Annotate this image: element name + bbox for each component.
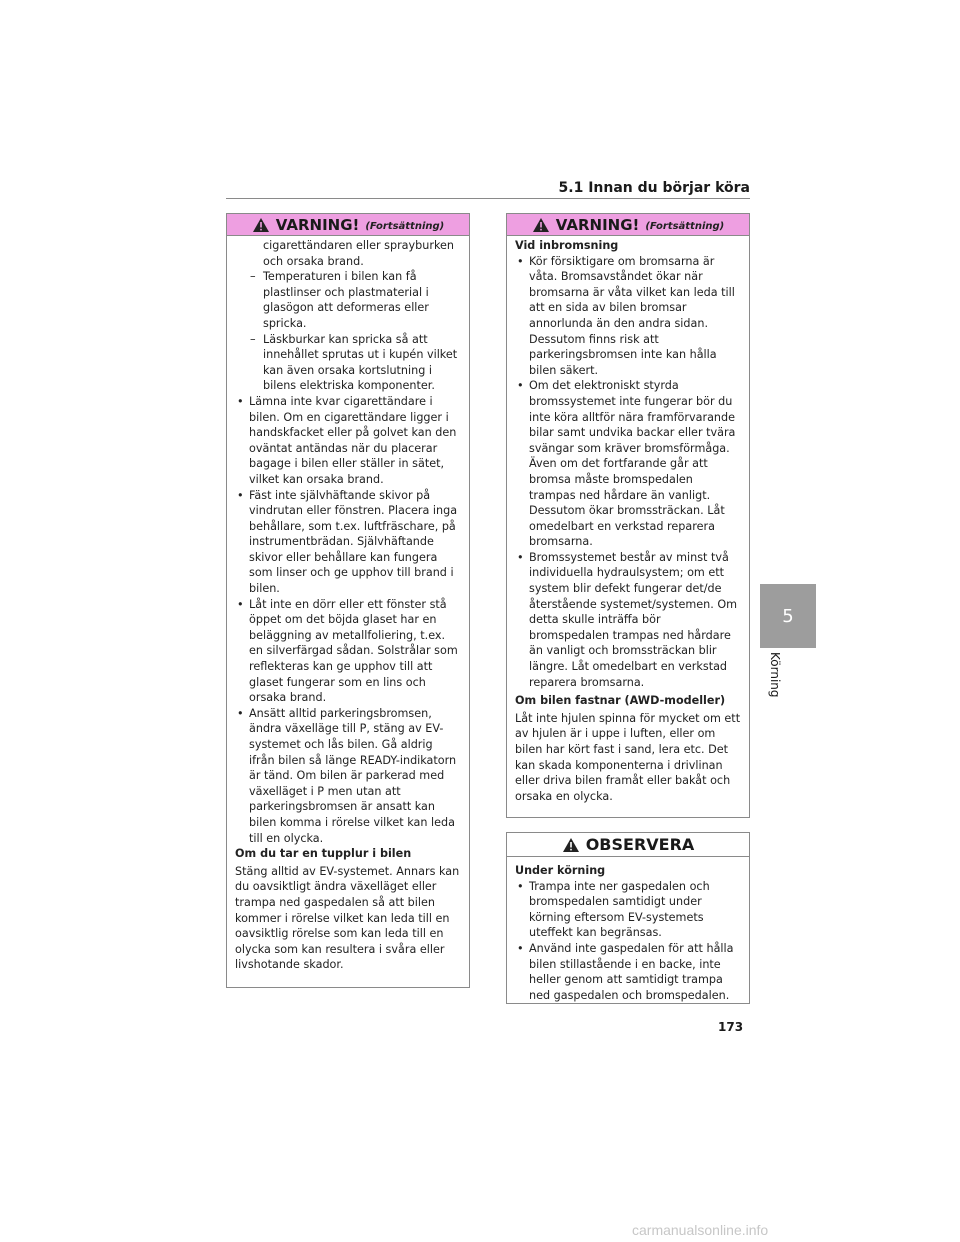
watermark: carmanualsonline.info bbox=[632, 1222, 769, 1238]
warning-body bbox=[507, 236, 749, 812]
subheading: Om du tar en tupplur i bilen bbox=[235, 847, 412, 861]
notice-title: OBSERVERA bbox=[585, 835, 695, 854]
list-item: – Temperaturen i bilen kan få plastlinser och plastmaterial i glasögon att deformeras eller spricka. bbox=[249, 269, 461, 331]
warning-header bbox=[227, 214, 469, 236]
list-item: • Använd inte gaspedalen för att hålla bilen stillastående i en backe, inte heller genom att samtidigt trampa ned gaspedalen och bromspedalen. bbox=[515, 941, 741, 1003]
list-item: • Fäst inte självhäftande skivor på vindrutan eller fönstren. Placera inga behållare, som t.ex. luftfräschare, på instrumentbrädan. Självhäftande skivor eller behållare kan fungera som linser och ge upphov till brand i bilen. bbox=[235, 488, 461, 597]
list-item: • Ansätt alltid parkeringsbromsen, ändra växelläge till P, stäng av EV-systemet och lås bilen. Gå aldrig ifrån bilen så länge READY-indikatorn är tänd. Om bilen är parkerad med växelläget i P men utan att parkeringsbromsen är ansatt kan bilen komma i rörelse vilket kan leda till en olycka. bbox=[235, 706, 461, 846]
warning-subtitle: (Fortsättning) bbox=[645, 220, 725, 232]
paragraph: Stäng alltid av EV-systemet. Annars kan du oavsiktligt ändra växelläget eller trampa ned gaspedalen så att bilen kommer i rörelse vilket kan leda till en oavsiktlig rörelse som kan leda till en olycka som kan resultera i svåra eller livshotande skador. bbox=[235, 864, 460, 972]
list-item: • Låt inte en dörr eller ett fönster stå öppet om det böjda glaset har en beläggning av metallfoliering, t.ex. en silverfärgad sådan. Solstrålar som reflekteras kan ge upphov till att glaset fungerar som en lins och orsaka brand. bbox=[235, 597, 461, 706]
warning-triangle-icon bbox=[532, 217, 550, 233]
page-number: 173 bbox=[718, 1020, 744, 1034]
notice-box bbox=[506, 832, 750, 1004]
warning-body bbox=[227, 236, 469, 981]
continued-text: och orsaka brand. bbox=[263, 254, 364, 268]
continued-text: cigarettändaren eller sprayburken bbox=[263, 239, 455, 252]
chapter-tab[interactable] bbox=[760, 584, 816, 648]
subheading: Om bilen fastnar (AWD-modeller) bbox=[515, 694, 726, 708]
dash-list bbox=[235, 269, 461, 394]
section-title: 5.1 Innan du börjar köra bbox=[558, 180, 750, 196]
list-item: • Bromssystemet består av minst två individuella hydraulsystem; om ett system blir defekt fungerar det/de återstående systemet/systemen. Om detta skulle inträffa bör bromspedalen trampas ned hårdare än vanligt och bromssträckan blir längre. Låt omedelbart en verkstad reparera bromsarna. bbox=[515, 550, 741, 690]
warning-box-left bbox=[226, 213, 470, 988]
warning-title: VARNING! bbox=[555, 215, 640, 234]
warning-box-right bbox=[506, 213, 750, 818]
list-item: • Kör försiktigare om bromsarna är våta. Bromsavståndet ökar när bromsarna är våta vilket kan leda till att en sida av bilen bromsar annorlunda än den andra sidan. Dessutom finns risk att parkeringsbromsen inte kan hålla bilen säkert. bbox=[515, 254, 741, 379]
chapter-label: Körning bbox=[768, 652, 782, 698]
bullet-list bbox=[515, 879, 741, 1004]
list-item: • Om det elektroniskt styrda bromssystemet inte fungerar bör du inte köra alltför nära framförvarande bilar samt undvika backar eller tvära svängar som kräver bromsförmåga. Även om det fortfarande går att bromsa måste bromspedalen trampas ned hårdare än vanligt. Dessutom ökar bromssträckan. Låt omedelbart en verkstad reparera bromsarna. bbox=[515, 378, 741, 550]
subheading: Vid inbromsning bbox=[515, 239, 619, 252]
warning-header bbox=[507, 214, 749, 236]
warning-triangle-icon bbox=[562, 837, 580, 853]
chapter-number: 5 bbox=[782, 605, 794, 627]
list-item: – Läskburkar kan spricka så att innehållet sprutas ut i kupén vilket kan även orsaka kortslutning i bilens elektriska komponenter. bbox=[249, 332, 461, 394]
warning-triangle-icon bbox=[252, 217, 270, 233]
warning-subtitle: (Fortsättning) bbox=[365, 220, 445, 232]
bullet-list bbox=[515, 254, 741, 691]
list-item: • Lämna inte kvar cigarettändare i bilen. Om en cigarettändare ligger i handskfacket eller på golvet kan den oväntat antändas när du placerar bagage i bilen eller ställer in sätet, vilket kan orsaka brand. bbox=[235, 394, 461, 488]
warning-title: VARNING! bbox=[275, 215, 360, 234]
header-divider bbox=[226, 198, 750, 199]
notice-body bbox=[507, 857, 749, 1011]
subheading: Under körning bbox=[515, 864, 606, 877]
list-item: • Trampa inte ner gaspedalen och bromspedalen samtidigt under körning eftersom EV-systemets uteffekt kan begränsas. bbox=[515, 879, 741, 941]
bullet-list bbox=[235, 394, 461, 846]
notice-header bbox=[507, 833, 749, 857]
paragraph: Låt inte hjulen spinna för mycket om ett av hjulen är i uppe i luften, eller om bilen har kört fast i sand, lera etc. Det kan skada komponenterna i drivlinan eller driva bilen framåt eller bakåt och orsaka en olycka. bbox=[515, 711, 741, 803]
